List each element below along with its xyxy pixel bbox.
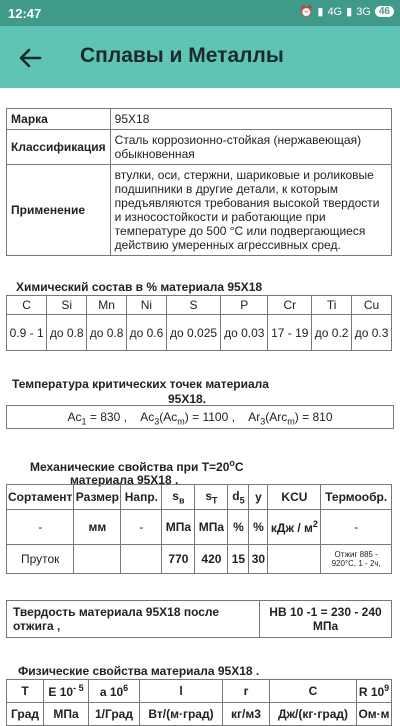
ar3-value: 810 [312, 410, 333, 424]
crit-title-line2: 95Х18. [168, 392, 207, 406]
info-table [6, 108, 392, 256]
status-icons [300, 5, 394, 18]
mech-title-line1: Механические свойства при $Т=20^oС$ [30, 458, 244, 474]
status-bar [0, 0, 400, 26]
table-row [7, 130, 392, 165]
table-row [7, 296, 392, 315]
mech-header: $s_T$ [195, 485, 228, 510]
ac3-value: 1100 [202, 410, 229, 424]
chem-header: Mn [87, 296, 127, 315]
mech-unit: МПа [162, 510, 195, 545]
chem-table [6, 295, 392, 351]
chem-title: Химический состав в % материала 95Х18 [16, 280, 263, 294]
signal-icon-2: ▮ [346, 6, 353, 18]
mech-cell: Отжиг 885 - 920°С, 1 - 2ч, [321, 545, 392, 574]
mech-cell [74, 545, 121, 574]
mech-cell [121, 545, 162, 574]
table-row [7, 315, 392, 351]
phys-header: T [7, 680, 44, 703]
phys-unit: Ом·м [357, 703, 392, 726]
mech-header: $d_5$ [228, 485, 249, 510]
application-label: Применение [7, 165, 111, 256]
network-3g: 3G [356, 5, 371, 18]
table-row [7, 165, 392, 256]
phys-unit: кг/м3 [223, 703, 270, 726]
phys-table [6, 679, 392, 726]
hardness-value: НВ 10 -1 = 230 - 240 МПа [260, 601, 392, 638]
mech-unit: % [228, 510, 249, 545]
mech-header: $s_в$ [162, 485, 195, 510]
mech-header: Размер [74, 485, 121, 510]
mech-unit: мм [74, 510, 121, 545]
mech-cell: 30 [249, 545, 268, 574]
table-row [7, 601, 392, 638]
chem-value: до 0.6 [126, 315, 166, 351]
chem-header: Cr [268, 296, 312, 315]
chem-header: P [221, 296, 268, 315]
chem-value: 17 - 19 [268, 315, 312, 351]
mech-header: Термообр. [321, 485, 392, 510]
table-row [7, 485, 392, 510]
chem-value: до 0.8 [87, 315, 127, 351]
chem-header: C [7, 296, 47, 315]
classification-label: Классификация [7, 130, 111, 165]
table-row [7, 703, 392, 726]
mech-unit: МПа [195, 510, 228, 545]
classification-value: Сталь коррозионно-стойкая (нержавеющая) обыкновенная [110, 130, 391, 165]
content-scroll[interactable] [0, 88, 400, 721]
mech-header: KCU [268, 485, 321, 510]
mech-table [6, 484, 392, 574]
mech-unit: кДж / $м^2$ [268, 510, 321, 545]
mech-header: Напр. [121, 485, 162, 510]
chem-header: Ni [126, 296, 166, 315]
mech-header: Сортамент [7, 485, 74, 510]
mech-title-line2: материала 95Х18 . [70, 473, 179, 487]
ac1-value: 830 [100, 410, 121, 424]
mech-cell [268, 545, 321, 574]
signal-icon: ▮ [317, 6, 324, 18]
crit-points: $Ac_1 = 830$ , $Ac_3(Ac_m) = 1100$ , $Ar_3(Arc_m) = 810$ [6, 405, 394, 429]
grade-value: 95Х18 [110, 109, 391, 130]
phys-unit: Вт/(м·град) [140, 703, 223, 726]
application-value: втулки, оси, стержни, шариковые и роликовые подшипники в другие детали, к которым предъявляются требования высокой твердости и износостойкости и работающие при температуре до 500 °С или подвергающиеся действию умеренных агрессивных сред. [110, 165, 391, 256]
mech-header: y [249, 485, 268, 510]
chem-value: до 0.025 [166, 315, 220, 351]
phys-unit: Град [7, 703, 44, 726]
table-row [7, 680, 392, 703]
mech-unit: % [249, 510, 268, 545]
table-row [7, 510, 392, 545]
chem-value: до 0.8 [47, 315, 87, 351]
phys-header: r [223, 680, 270, 703]
grade-label: Марка [7, 109, 111, 130]
mech-unit: - [121, 510, 162, 545]
mech-cell: Пруток [7, 545, 74, 574]
status-time: 12:47 [8, 6, 42, 21]
phys-header: a $10^6$ [89, 680, 140, 703]
battery-icon: 46 [375, 6, 394, 17]
hardness-label: Твердость материала 95Х18 после отжига , [7, 601, 260, 638]
mech-cell: 15 [228, 545, 249, 574]
chem-header: Ti [312, 296, 352, 315]
chem-value: до 0.2 [312, 315, 352, 351]
chem-value: 0.9 - 1 [7, 315, 47, 351]
mech-unit: - [7, 510, 74, 545]
hardness-table [6, 600, 392, 638]
chem-value: до 0.03 [221, 315, 268, 351]
mech-unit: - [321, 510, 392, 545]
table-row [7, 545, 392, 574]
phys-header: R $10^9$ [357, 680, 392, 703]
mech-cell: 420 [195, 545, 228, 574]
app-title: Сплавы и Металлы [80, 44, 284, 67]
table-row [7, 109, 392, 130]
back-arrow-icon[interactable] [14, 42, 46, 74]
chem-value: до 0.3 [352, 315, 392, 351]
phys-header: C [270, 680, 357, 703]
chem-header: Si [47, 296, 87, 315]
crit-title-line1: Температура критических точек материала [12, 377, 269, 391]
phys-header: E $10^{- 5}$ [44, 680, 89, 703]
mech-cell: 770 [162, 545, 195, 574]
phys-unit: 1/Град [89, 703, 140, 726]
phys-unit: Дж/(кг·град) [270, 703, 357, 726]
phys-header: l [140, 680, 223, 703]
chem-header: S [166, 296, 220, 315]
network-4g: 4G [327, 5, 343, 18]
app-bar [0, 26, 400, 88]
alarm-icon: ⏰ [299, 6, 314, 18]
phys-unit: МПа [44, 703, 89, 726]
chem-header: Cu [352, 296, 392, 315]
phys-title: Физические свойства материала 95Х18 . [18, 664, 260, 678]
